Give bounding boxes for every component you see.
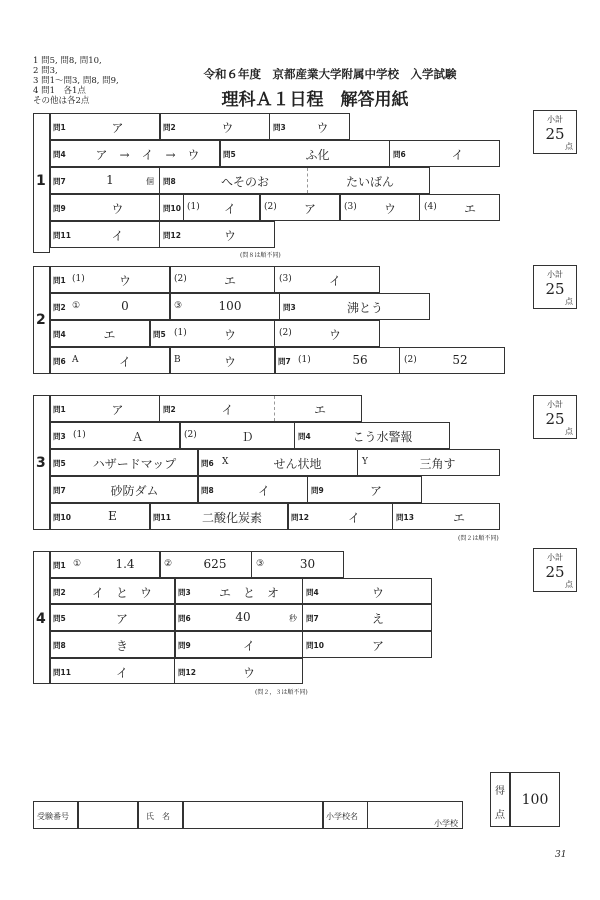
sub-number: (1) <box>187 202 200 212</box>
question-label: 問5 <box>153 330 166 339</box>
school-suffix: 小学校 <box>434 819 458 828</box>
answer-value: ハザードマップ <box>92 457 177 471</box>
school-name-label: 小学校名 <box>326 812 358 821</box>
question-label: 問13 <box>396 513 414 522</box>
order-note: (問２は順不同) <box>458 535 499 542</box>
question-label: 問10 <box>163 204 181 213</box>
divider <box>307 168 308 193</box>
answer-value: 二酸化炭素 <box>201 511 262 525</box>
answer-value: ウ <box>383 202 396 216</box>
question-label: 問3 <box>178 588 191 597</box>
question-label: 問5 <box>223 150 236 159</box>
note-line: 1 問5, 問8, 問10, <box>33 56 102 66</box>
subtotal-value: 25 <box>545 125 565 143</box>
answer-value: Ｄ <box>241 430 254 444</box>
section-number: 3 <box>36 455 46 471</box>
answer-value: エ <box>223 274 236 288</box>
question-label: 問1 <box>53 405 66 414</box>
sub-number: ① <box>72 301 81 311</box>
total-score: 100 <box>521 792 549 808</box>
name-label: 氏 名 <box>146 812 170 821</box>
sub-number: B <box>174 355 181 365</box>
order-note: (問８は順不同) <box>240 252 281 259</box>
sub-number: (3) <box>344 202 357 212</box>
subtotal-value: 25 <box>545 280 565 298</box>
section-number: 4 <box>36 611 46 627</box>
answer-value: ア <box>303 202 316 216</box>
answer-value: 30 <box>299 557 316 571</box>
answer-value: 砂防ダム <box>110 484 159 498</box>
answer-value: イ <box>328 274 341 288</box>
sub-number: (3) <box>279 274 292 284</box>
answer-value: エ <box>103 328 116 342</box>
question-label: 問7 <box>53 177 66 186</box>
sub-number: (2) <box>279 328 292 338</box>
answer-value: 三角す <box>419 457 456 471</box>
question-label: 問11 <box>153 513 171 522</box>
unit-label: 秒 <box>289 614 297 623</box>
question-label: 問5 <box>53 459 66 468</box>
answer-value: ア <box>371 639 384 653</box>
question-label: 問9 <box>178 641 191 650</box>
question-label: 問1 <box>53 123 66 132</box>
points-unit: 点 <box>565 142 573 151</box>
answer-value: イ <box>451 148 464 162</box>
answer-value: こう水警報 <box>352 430 413 444</box>
question-label: 問6 <box>53 357 66 366</box>
answer-value: 1 <box>106 173 114 187</box>
cell <box>183 801 323 829</box>
question-label: 問10 <box>53 513 71 522</box>
note-line: 2 問3, <box>33 66 58 76</box>
answer-value: エ <box>463 202 476 216</box>
question-label: 問5 <box>53 614 66 623</box>
question-label: 問9 <box>53 204 66 213</box>
answer-value: ウ <box>221 121 234 135</box>
subtotal-label: 小計 <box>547 115 563 124</box>
question-label: 問4 <box>306 588 319 597</box>
question-label: 問7 <box>53 486 66 495</box>
sub-number: (2) <box>264 202 277 212</box>
points-unit: 点 <box>565 427 573 436</box>
unit-label: 個 <box>146 177 154 186</box>
order-note: (問２，３は順不同) <box>255 689 308 696</box>
answer-value: Ａ <box>131 430 144 444</box>
answer-value: 0 <box>121 299 129 313</box>
answer-value: 1.4 <box>115 557 135 571</box>
answer-value: ウ <box>316 121 329 135</box>
question-label: 問2 <box>163 405 176 414</box>
sub-number: (2) <box>404 355 417 365</box>
sub-number: ③ <box>174 301 183 311</box>
answer-value: 沸とう <box>346 301 383 315</box>
sub-number: Y <box>362 457 368 467</box>
answer-value: ウ <box>223 229 236 243</box>
question-label: 問12 <box>291 513 309 522</box>
question-label: 問4 <box>298 432 311 441</box>
question-label: 問12 <box>178 668 196 677</box>
question-label: 問8 <box>163 177 176 186</box>
answer-value: ウ <box>111 202 124 216</box>
subtotal-box <box>533 548 577 592</box>
points-unit: 点 <box>565 580 573 589</box>
question-label: 問2 <box>53 303 66 312</box>
answer-value: 100 <box>218 299 242 313</box>
question-label: 問4 <box>53 150 66 159</box>
sub-number: (1) <box>174 328 187 338</box>
sub-number: X <box>222 457 229 467</box>
answer-value: へそのお <box>220 175 269 189</box>
sub-number: (1) <box>298 355 311 365</box>
answer-value: イ <box>223 202 236 216</box>
question-label: 問7 <box>278 357 291 366</box>
answer-value: ア <box>369 484 382 498</box>
answer-value: き <box>115 639 128 653</box>
sub-number: (1) <box>73 430 86 440</box>
note-line: 3 問1～問3, 問8, 問9, <box>33 76 119 86</box>
question-label: 問6 <box>178 614 191 623</box>
exam-header: 令和６年度 京都産業大学附属中学校 入学試験 <box>203 67 457 81</box>
answer-value: ウ <box>328 328 341 342</box>
question-label: 問2 <box>53 588 66 597</box>
score-label: 点 <box>495 810 505 821</box>
question-label: 問8 <box>53 641 66 650</box>
sub-number: (1) <box>72 274 85 284</box>
answer-value: ふ化 <box>305 148 330 162</box>
note-line: 4 問1 各1点 <box>33 86 86 96</box>
question-label: 問12 <box>163 231 181 240</box>
cell <box>78 801 138 829</box>
answer-value: たいばん <box>345 175 394 189</box>
sub-number: (4) <box>424 202 437 212</box>
answer-value: エ <box>313 403 326 417</box>
sub-number: ② <box>164 559 173 569</box>
answer-value: え <box>371 612 384 626</box>
question-label: 問1 <box>53 561 66 570</box>
question-label: 問9 <box>311 486 324 495</box>
answer-value: ア <box>111 403 124 417</box>
answer-value: ア → イ → ウ <box>95 148 200 162</box>
answer-value: イ と ウ <box>91 586 152 600</box>
question-label: 問11 <box>53 668 71 677</box>
answer-value: エ <box>452 511 465 525</box>
subtotal-box <box>533 110 577 154</box>
divider <box>274 396 275 421</box>
subtotal-label: 小計 <box>547 270 563 279</box>
sub-number: A <box>72 355 79 365</box>
answer-value: せん状地 <box>273 457 322 471</box>
answer-value: ウ <box>223 355 236 369</box>
answer-value: イ <box>347 511 360 525</box>
section-number: 2 <box>36 312 46 328</box>
score-label: 得 <box>495 786 505 797</box>
answer-value: E <box>108 509 117 523</box>
subtotal-value: 25 <box>545 563 565 581</box>
answer-value: イ <box>111 229 124 243</box>
question-label: 問4 <box>53 330 66 339</box>
question-label: 問2 <box>163 123 176 132</box>
answer-value: ア <box>115 612 128 626</box>
page-title: 理科Ａ１日程 解答用紙 <box>221 90 409 110</box>
subtotal-value: 25 <box>545 410 565 428</box>
sub-number: ③ <box>256 559 265 569</box>
question-label: 問3 <box>283 303 296 312</box>
answer-value: 56 <box>352 353 368 367</box>
subtotal-label: 小計 <box>547 553 563 562</box>
subtotal-label: 小計 <box>547 400 563 409</box>
answer-value: ウ <box>242 666 255 680</box>
answer-value: ウ <box>371 586 384 600</box>
answer-value: ウ <box>223 328 236 342</box>
note-line: その他は各2点 <box>33 96 90 106</box>
answer-value: イ <box>257 484 270 498</box>
answer-value: 52 <box>452 353 468 367</box>
answer-value: 625 <box>203 557 227 571</box>
exam-number-label: 受験番号 <box>37 812 69 821</box>
answer-value: ウ <box>118 274 131 288</box>
sub-number: (2) <box>184 430 197 440</box>
question-label: 問1 <box>53 276 66 285</box>
question-label: 問7 <box>306 614 319 623</box>
sub-number: ① <box>73 559 82 569</box>
question-label: 問3 <box>273 123 286 132</box>
answer-value: イ <box>242 639 255 653</box>
answer-value: イ <box>118 355 131 369</box>
question-label: 問3 <box>53 432 66 441</box>
section-number: 1 <box>36 173 46 189</box>
subtotal-box <box>533 395 577 439</box>
question-label: 問6 <box>201 459 214 468</box>
question-label: 問10 <box>306 641 324 650</box>
answer-value: イ <box>221 403 234 417</box>
question-label: 問8 <box>201 486 214 495</box>
answer-value: 40 <box>235 610 251 624</box>
page-number: 31 <box>555 850 567 860</box>
sub-number: (2) <box>174 274 187 284</box>
subtotal-box <box>533 265 577 309</box>
question-label: 問6 <box>393 150 406 159</box>
answer-value: エ と オ <box>218 586 279 600</box>
answer-value: ア <box>111 121 124 135</box>
answer-value: イ <box>115 666 128 680</box>
question-label: 問11 <box>53 231 71 240</box>
points-unit: 点 <box>565 297 573 306</box>
